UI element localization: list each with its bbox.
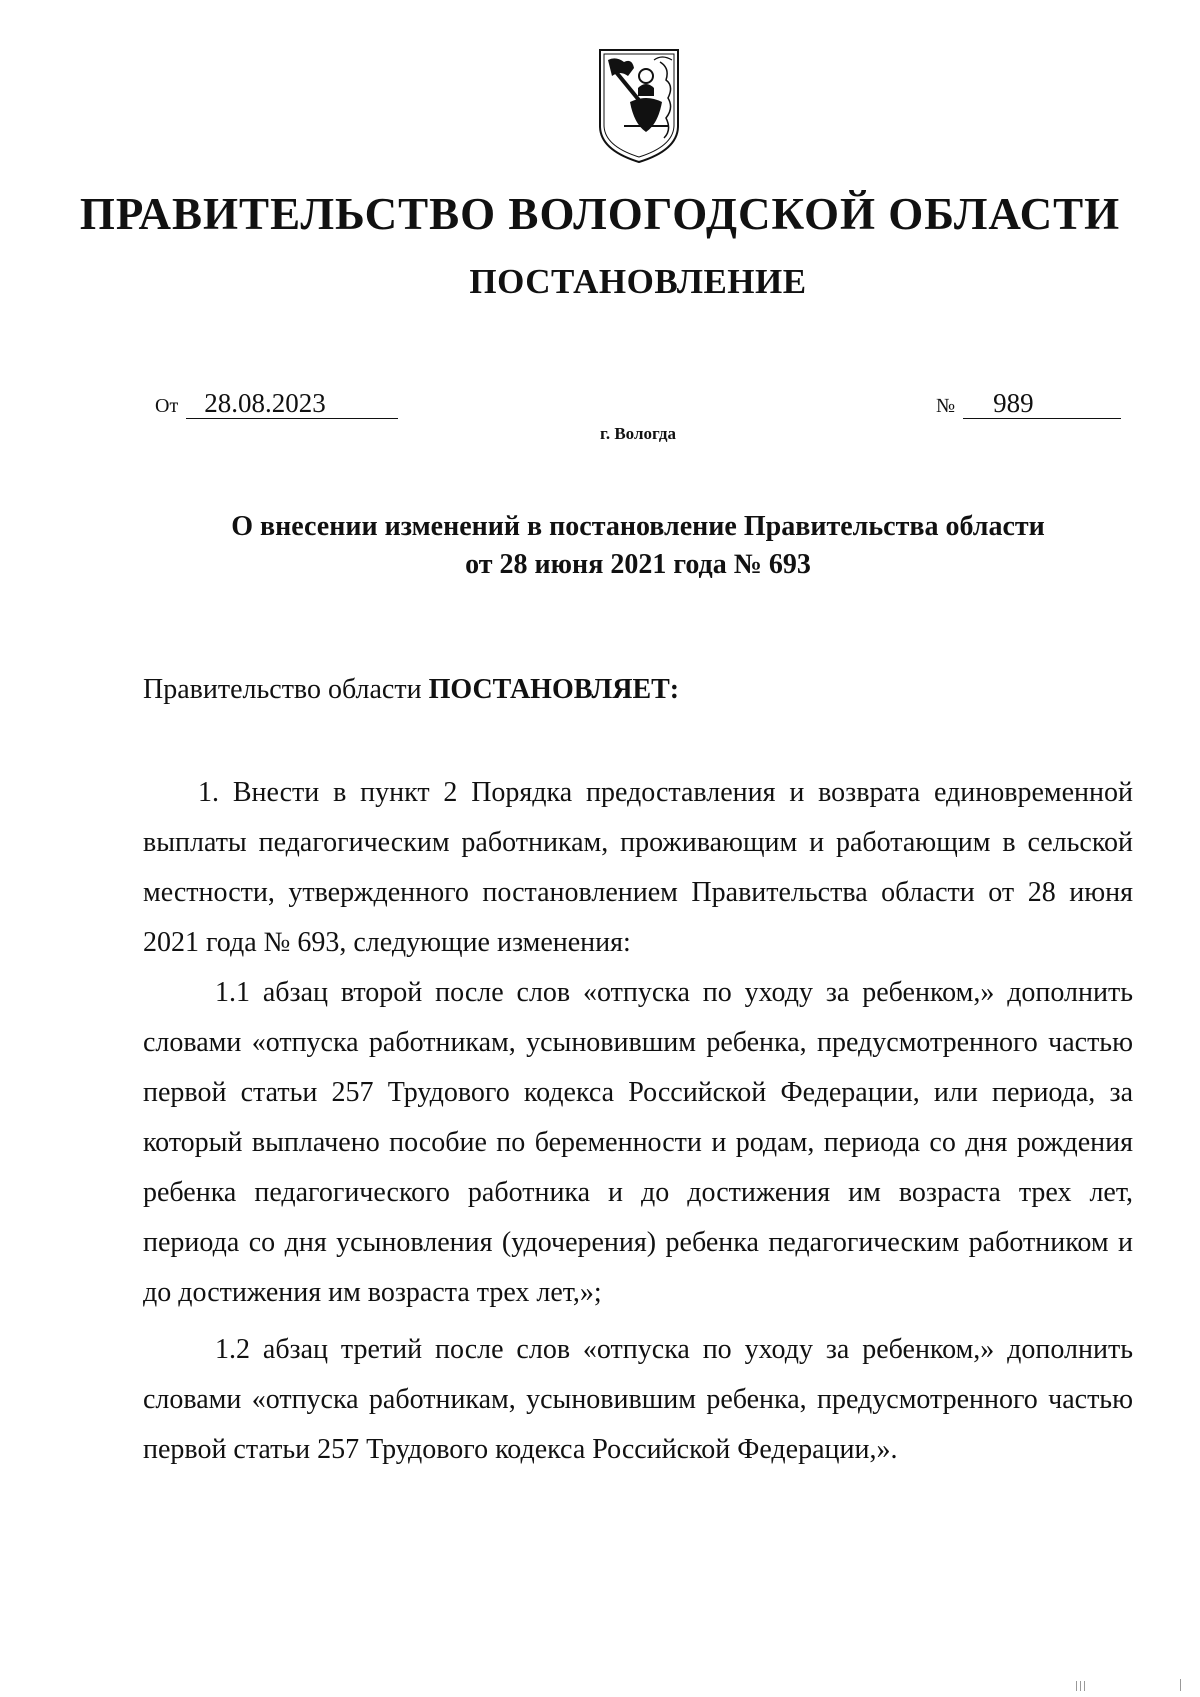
document-body <box>143 768 1133 1475</box>
document-subject <box>0 508 1200 584</box>
number-prefix: № <box>936 395 956 417</box>
paragraph-1: 1. Внести в пункт 2 Порядка предоставления и возврата единовременной выплаты педагогическим работникам, проживающим и работающим в сельской местности, утвержденного постановлением Правительства области от 28 июня 2021 года № 693, следующие изменения: <box>143 777 1133 958</box>
subject-line-2: от 28 июня 2021 года № 693 <box>465 549 811 580</box>
scan-artifacts <box>1060 1679 1190 1693</box>
document-type: ПОСТАНОВЛЕНИЕ <box>469 262 807 301</box>
preamble <box>143 674 679 706</box>
preamble-text: Правительство области <box>143 674 422 705</box>
date-field <box>155 388 398 419</box>
organization-title: ПРАВИТЕЛЬСТВО ВОЛОГОДСКОЙ ОБЛАСТИ <box>79 189 1121 239</box>
paragraph-1-1: 1.1 абзац второй после слов «отпуска по уходу за ребенком,» дополнить словами «отпуска работникам, усыновившим ребенка, предусмотренного частью первой статьи 257 Трудового кодекса Российской Федерации, или периода, за который выплачено пособие по беременности и родам, периода со дня рождения ребенка педагогического работника и до достижения им возраста трех лет, периода со дня усыновления (удочерения) ребенка педагогическим работником и до достижения им возраста трех лет,»; <box>143 977 1133 1308</box>
paragraph-1-2: 1.2 абзац третий после слов «отпуска по уходу за ребенком,» дополнить словами «отпуска работникам, усыновившим ребенка, предусмотренного частью первой статьи 257 Трудового кодекса Российской Федерации,». <box>143 1334 1133 1465</box>
date-value: 28.08.2023 <box>186 388 398 419</box>
number-value: 989 <box>963 388 1121 419</box>
subject-line-1: О внесении изменений в постановление Правительства области <box>231 511 1045 542</box>
date-prefix: От <box>155 395 179 417</box>
number-field <box>936 388 1121 419</box>
city-label: г. Вологда <box>600 424 676 443</box>
decree-word: ПОСТАНОВЛЯЕТ: <box>428 674 680 705</box>
vologda-coat-of-arms-icon <box>594 46 684 166</box>
